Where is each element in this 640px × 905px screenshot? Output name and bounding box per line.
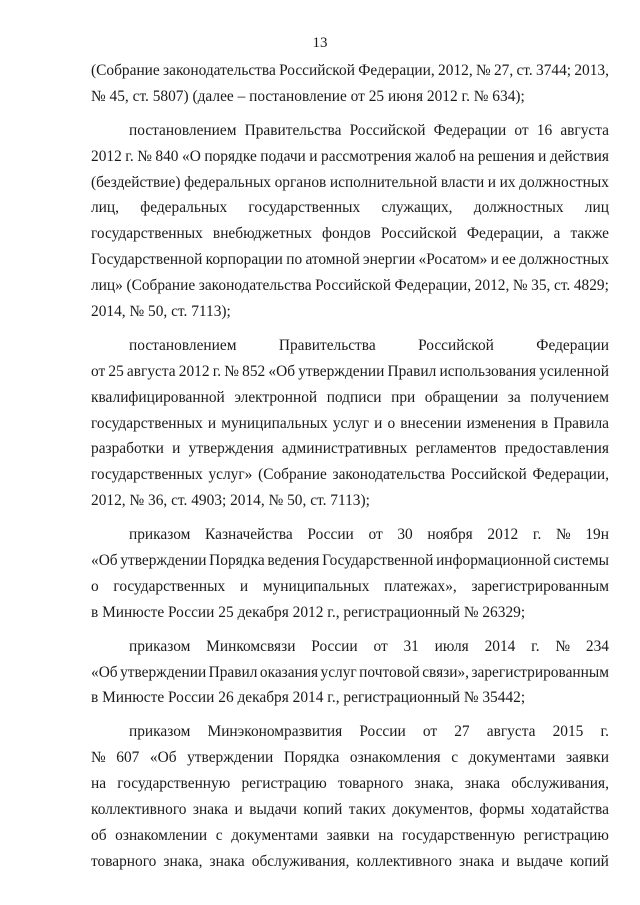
text-line: 2012 г. № 840 «О порядке подачи и рассмотрения жалоб на решения и действия [91,147,609,165]
text-line: квалифицированной электронной подписи при обращении за получением [91,388,609,406]
text-line: «Об утверждении Порядка ведения Государственной информационной системы [91,552,609,570]
text-line: «Об утверждении Правил оказания услуг почтовой связи», зарегистрированным [91,663,609,681]
text-line: в Минюсте России 26 декабря 2014 г., регистрационный № 35442; [91,689,526,707]
text-line: приказом Минкомсвязи России от 31 июля 2014 г. № 234 [129,637,609,655]
paragraph-gap [91,325,609,333]
text-line: об ознакомлении с документами заявки на государственную регистрацию [91,826,609,844]
text-line: лиц, федеральных государственных служащих, должностных лиц [91,199,609,217]
text-line: постановлением Правительства Российской Федерации [129,336,609,354]
text-line: Государственной корпорации по атомной энергии «Росатом» и ее должностных [91,251,609,269]
paragraph-gap [91,514,609,522]
document-body [91,58,609,875]
text-line: № 45, ст. 5807) (далее – постановление от 25 июня 2012 г. № 634); [91,87,525,105]
text-line: государственных и муниципальных услуг и о внесении изменения в Правила [91,414,609,432]
text-line: о государственных и муниципальных платежах», зарегистрированным [91,577,609,595]
text-line: 2014, № 50, ст. 7113); [91,303,231,321]
text-line: государственных услуг» (Собрание законодательства Российской Федерации, [91,466,609,484]
text-line: приказом Казначейства России от 30 ноября 2012 г. № 19н [129,526,609,544]
text-line: разработки и утверждения административных регламентов предоставления [91,440,609,458]
text-line: № 607 «Об утверждении Порядка ознакомления с документами заявки [91,749,609,767]
text-line: 2012, № 36, ст. 4903; 2014, № 50, ст. 7113); [91,492,370,510]
paragraph-gap [91,110,609,118]
text-line: коллективного знака и выдачи копий таких документов, формы ходатайства [91,801,609,819]
paragraph-gap [91,626,609,634]
text-line: в Минюсте России 25 декабря 2012 г., регистрационный № 26329; [91,603,526,621]
text-line: государственных внебюджетных фондов Российской Федерации, а также [91,225,609,243]
text-line: постановлением Правительства Российской Федерации от 16 августа [129,121,609,139]
page-number: 13 [312,35,328,51]
text-line: (Собрание законодательства Российской Федерации, 2012, № 27, ст. 3744; 2013, [91,62,609,79]
text-line: на государственную регистрацию товарного знака, знака обслуживания, [91,775,609,793]
text-line: приказом Минэкономразвития России от 27 августа 2015 г. [129,723,609,741]
paragraph-gap [91,711,609,719]
text-line: (бездействие) федеральных органов исполнительной власти и их должностных [91,173,609,191]
text-line: от 25 августа 2012 г. № 852 «Об утверждении Правил использования усиленной [91,362,609,380]
text-line: товарного знака, знака обслуживания, коллективного знака и выдаче копий [91,852,609,870]
text-line: лиц» (Собрание законодательства Российской Федерации, 2012, № 35, ст. 4829; [91,277,609,295]
